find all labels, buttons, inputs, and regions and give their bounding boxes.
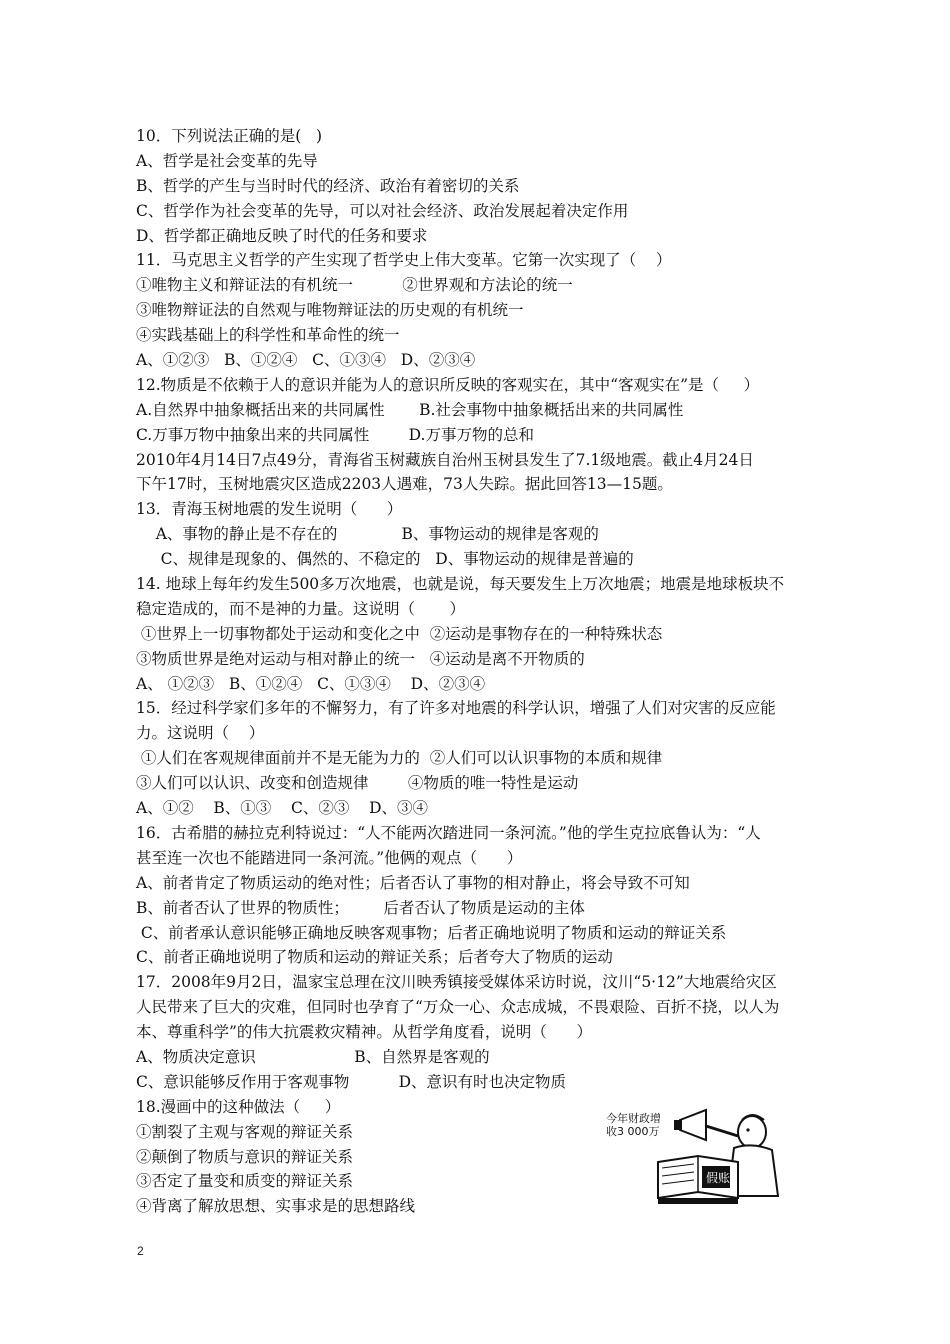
- answer-choices: A、 ①②③ B、①②④ C、①③④ D、②③④: [136, 674, 486, 693]
- question-12-stem: 12.物质是不依赖于人的意识并能为人的意识所反映的客观实在，其中“客观实在”是（ ）: [136, 375, 760, 394]
- question-17-stem-cont: 本、尊重科学”的伟大抗震救灾精神。从哲学角度看，说明（ ）: [136, 1023, 592, 1042]
- question-17-stem-cont: 人民带来了巨大的灾难，但同时也孕育了“万众一心、众志成城，不畏艰险、百折不挠，以人为: [136, 998, 780, 1017]
- option-line: ①割裂了主观与客观的辩证关系: [136, 1122, 354, 1141]
- option-line: A、哲学是社会变革的先导: [136, 151, 318, 170]
- cartoon-caption: 今年财政增: [606, 1112, 661, 1125]
- option-line: ④背离了解放思想、实事求是的思想路线: [136, 1197, 416, 1216]
- option-line: B、前者否认了世界的物质性； 后者否认了物质是运动的主体: [136, 898, 585, 917]
- passage-line: 2010年4月14日7点49分，青海省玉树藏族自治州玉树县发生了7.1级地震。截止4月24日: [136, 450, 754, 469]
- option-line: ③人们可以认识、改变和创造规律 ④物质的唯一特性是运动: [136, 774, 579, 793]
- page-number: 2: [137, 1244, 144, 1258]
- option-line: ③唯物辩证法的自然观与唯物辩证法的历史观的有机统一: [136, 301, 524, 320]
- option-line: B、哲学的产生与当时时代的经济、政治有着密切的关系: [136, 176, 520, 195]
- option-line: D、哲学都正确地反映了时代的任务和要求: [136, 226, 428, 245]
- option-line: C、前者承认意识能够正确地反映客观事物；后者正确地说明了物质和运动的辩证关系: [136, 923, 727, 942]
- question-10-stem: 10．下列说法正确的是( ): [136, 127, 323, 145]
- option-line: ④实践基础上的科学性和革命性的统一: [136, 326, 400, 345]
- question-14-stem: 14. 地球上每年约发生500多万次地震，也就是说，每天要发生上万次地震；地震是地球板块不: [136, 575, 785, 594]
- passage-line: 下午17时，玉树地震灾区造成2203人遇难，73人失踪。据此回答13—15题。: [136, 475, 673, 494]
- option-line: ②颠倒了物质与意识的辩证关系: [136, 1147, 354, 1166]
- cartoon-image: [602, 1106, 790, 1206]
- question-13-stem: 13．青海玉树地震的发生说明（ ）: [136, 500, 403, 519]
- question-14-stem-cont: 稳定造成的，而不是神的力量。这说明（ ）: [136, 599, 465, 618]
- option-line: ①世界上一切事物都处于运动和变化之中 ②运动是事物存在的一种特殊状态: [136, 624, 663, 643]
- option-line: C、意识能够反作用于客观事物 D、意识有时也决定物质: [136, 1072, 567, 1091]
- option-line: A.自然界中抽象概括出来的共同属性 B.社会事物中抽象概括出来的共同属性: [136, 400, 684, 419]
- option-line: C、哲学作为社会变革的先导，可以对社会经济、政治发展起着决定作用: [136, 201, 629, 220]
- question-11-stem: 11．马克思主义哲学的产生实现了哲学史上伟大变革。它第一次实现了（ ）: [136, 251, 672, 270]
- option-line: ③否定了量变和质变的辩证关系: [136, 1172, 354, 1191]
- question-17-stem: 17．2008年9月2日，温家宝总理在汶川映秀镇接受媒体采访时说，汶川“5·12”大地震给灾区: [136, 973, 777, 992]
- option-line: ①唯物主义和辩证法的有机统一 ②世界观和方法论的统一: [136, 276, 573, 295]
- question-16-stem-cont: 甚至连一次也不能踏进同一条河流。”他俩的观点（ ）: [136, 848, 523, 867]
- option-line: C、前者正确地说明了物质和运动的辩证关系；后者夸大了物质的运动: [136, 948, 613, 967]
- question-16-stem: 16．古希腊的赫拉克利特说过：“人不能两次踏进同一条河流。”他的学生克拉底鲁认为：“人: [136, 823, 761, 842]
- option-line: C、规律是现象的、偶然的、不稳定的 D、事物运动的规律是普遍的: [136, 550, 634, 569]
- question-15-stem: 15．经过科学家们多年的不懈努力，有了许多对地震的科学认识，增强了人们对灾害的反应能: [136, 699, 776, 718]
- option-line: ③物质世界是绝对运动与相对静止的统一 ④运动是离不开物质的: [136, 649, 585, 668]
- answer-choices: A、①②③ B、①②④ C、①③④ D、②③④: [136, 351, 476, 370]
- question-text-block: [136, 124, 826, 1219]
- option-line: A、事物的静止是不存在的 B、事物运动的规律是客观的: [136, 525, 599, 544]
- question-15-stem-cont: 力。这说明（ ）: [136, 724, 265, 743]
- option-line: A、物质决定意识 B、自然界是客观的: [136, 1047, 490, 1066]
- cartoon-drawing: [602, 1106, 790, 1206]
- answer-choices: A、①② B、①③ C、②③ D、③④: [136, 799, 428, 818]
- option-line: A、前者肯定了物质运动的绝对性；后者否认了事物的相对静止，将会导致不可知: [136, 873, 690, 892]
- option-line: C.万事万物中抽象出来的共同属性 D.万事万物的总和: [136, 425, 534, 444]
- question-18-stem: 18.漫画中的这种做法（ ）: [136, 1097, 341, 1116]
- option-line: ①人们在客观规律面前并不是无能为力的 ②人们可以认识事物的本质和规律: [136, 749, 663, 768]
- cartoon-book-label: 假账: [706, 1171, 731, 1185]
- cartoon-caption: 收3 000万: [606, 1125, 660, 1138]
